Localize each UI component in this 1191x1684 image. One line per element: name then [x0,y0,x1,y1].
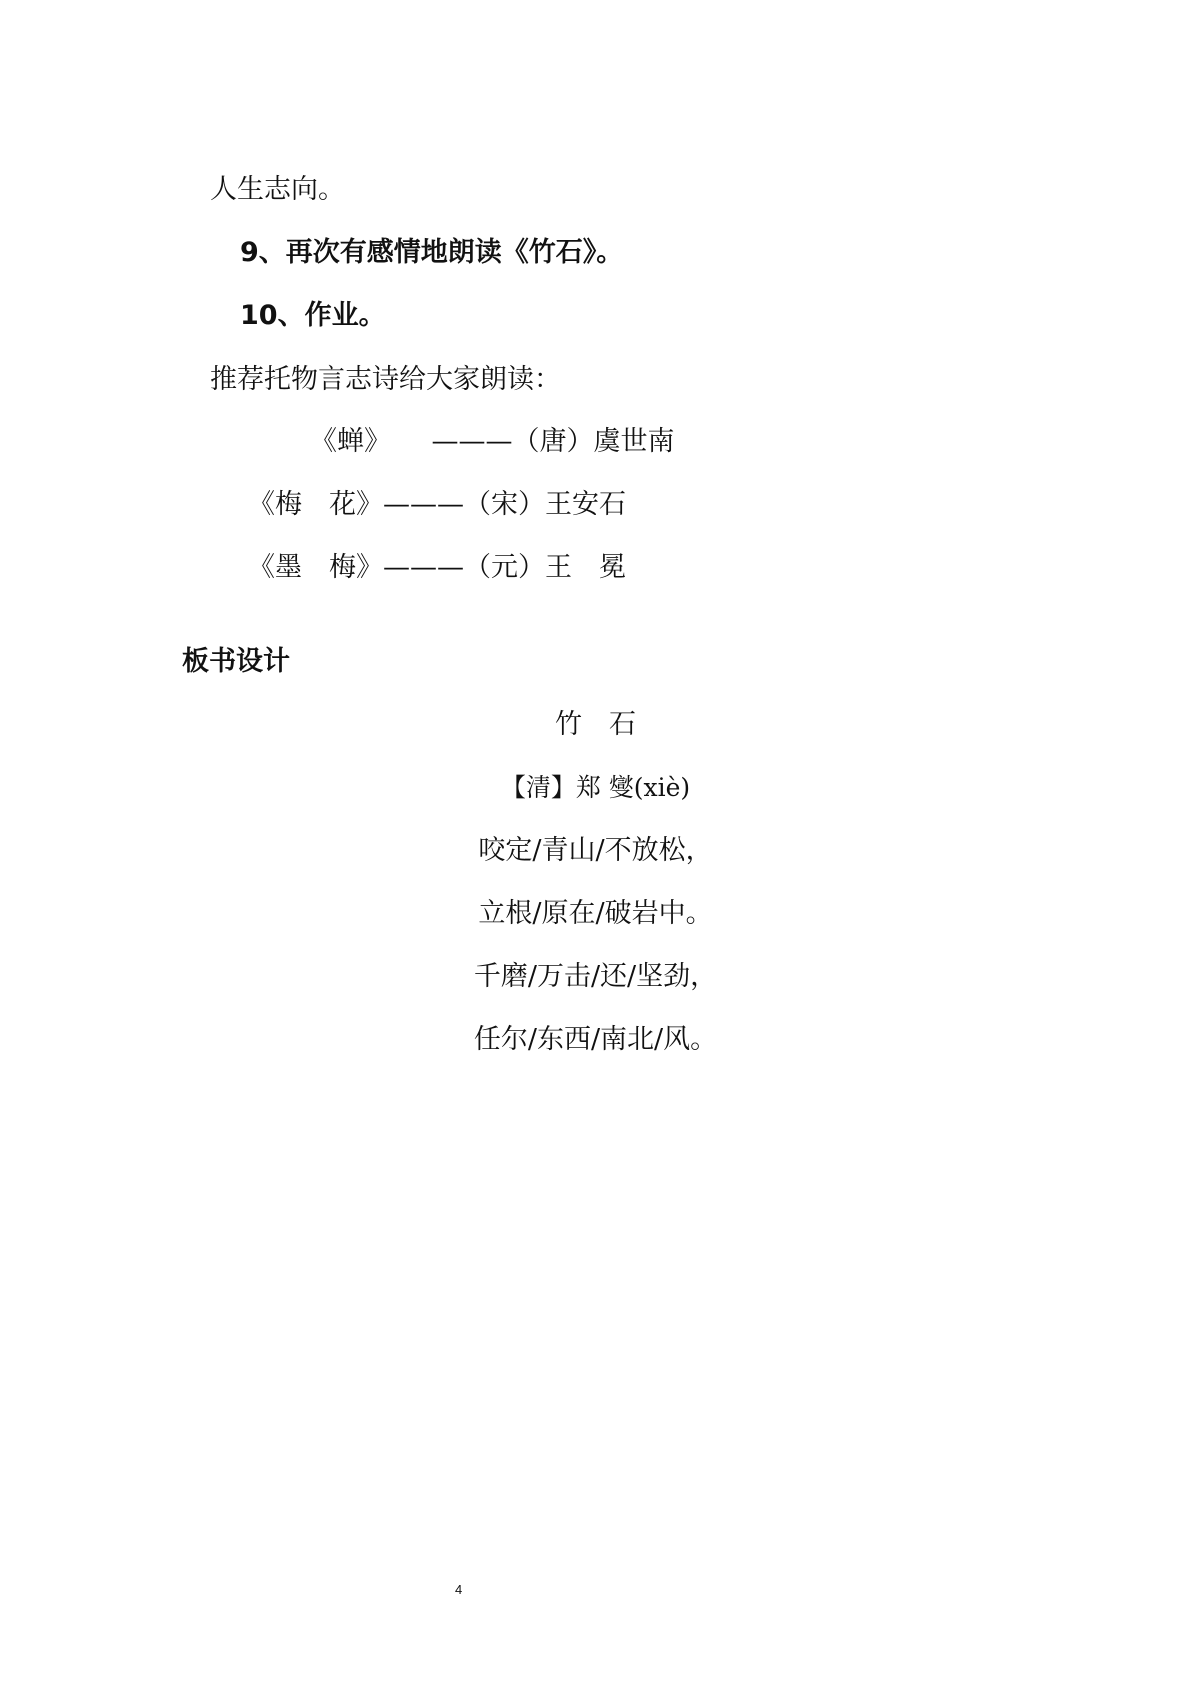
poem-line: 立根/原在/破岩中。 [478,898,713,929]
step-10-heading: 10、作业。 [240,300,386,331]
poem-line: 千磨/万击/还/坚劲， [473,961,718,992]
step-9-heading: 9、再次有感情地朗读《竹石》。 [240,237,624,268]
recommended-poem-item: 《蝉》 ———（唐）虞世南 [310,426,675,457]
page-number: 4 [455,1582,463,1597]
poem-title: 竹 石 [555,709,636,740]
poem-author: 【清】郑 燮(xiè) [500,773,691,802]
board-design-heading: 板书设计 [182,646,290,677]
poem-line: 咬定/青山/不放松， [478,835,713,866]
recommend-intro-text: 推荐托物言志诗给大家朗读： [210,364,561,395]
recommended-poem-item: 《墨 梅》———（元）王 冕 [248,552,626,583]
poem-line: 任尔/东西/南北/风。 [473,1024,718,1055]
intro-tail-text: 人生志向。 [210,174,345,205]
recommended-poem-item: 《梅 花》———（宋）王安石 [248,489,626,520]
